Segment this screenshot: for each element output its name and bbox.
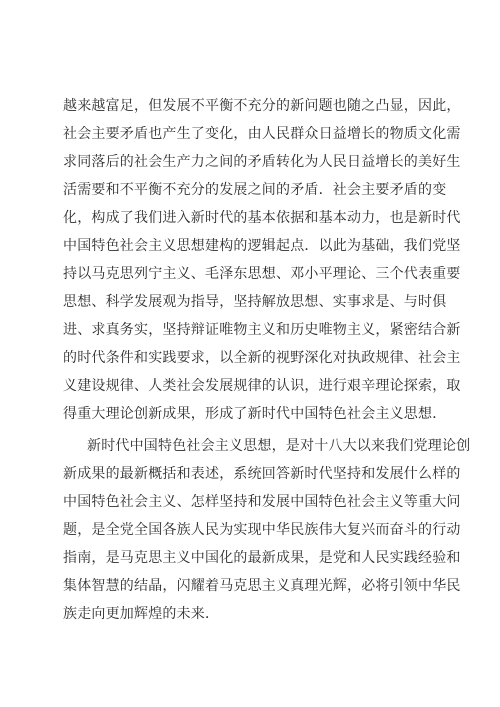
text-line: 化，构成了我们进入新时代的基本依据和基本动力，也是新时代 <box>63 210 461 226</box>
text-line: 指南，是马克思主义中国化的最新成果，是党和人民实践经验和 <box>63 550 461 566</box>
text-line: 进、求真务实，坚持辩证唯物主义和历史唯物主义，紧密结合新 <box>63 322 461 338</box>
text-line: 得重大理论创新成果，形成了新时代中国特色社会主义思想． <box>63 406 447 422</box>
paragraph-2 <box>63 432 471 628</box>
text-line: 义建设规律、人类社会发展规律的认识，进行艰辛理论探索，取 <box>63 378 461 394</box>
text-line: 活需要和不平衡不充分的发展之间的矛盾．社会主要矛盾的变 <box>63 182 447 198</box>
text-line: 中国特色社会主义思想建构的逻辑起点．以此为基础，我们党坚 <box>63 238 461 254</box>
text-line: 社会主要矛盾也产生了变化，由人民群众日益增长的物质文化需 <box>63 126 461 142</box>
paragraph-1 <box>63 92 461 428</box>
text-line: 族走向更加辉煌的未来． <box>63 606 220 622</box>
text-line: 求同落后的社会生产力之间的矛盾转化为人民日益增长的美好生 <box>63 154 461 170</box>
text-line: 思想、科学发展观为指导，坚持解放思想、实事求是、与时俱 <box>63 294 447 310</box>
text-line: 中国特色社会主义、怎样坚持和发展中国特色社会主义等重大问 <box>63 494 461 510</box>
text-line: 持以马克思列宁主义、毛泽东思想、邓小平理论、三个代表重要 <box>63 266 461 282</box>
text-line: 越来越富足，但发展不平衡不充分的新问题也随之凸显，因此， <box>63 98 461 114</box>
text-line: 题，是全党全国各族人民为实现中华民族伟大复兴而奋斗的行动 <box>63 522 461 538</box>
text-line: 新时代中国特色社会主义思想，是对十八大以来我们党理论创 <box>87 438 471 454</box>
text-line: 新成果的最新概括和表述，系统回答新时代坚持和发展什么样的 <box>63 466 461 482</box>
text-line: 的时代条件和实践要求，以全新的视野深化对执政规律、社会主 <box>63 350 461 366</box>
text-line: 集体智慧的结晶，闪耀着马克思主义真理光辉，必将引领中华民 <box>63 578 461 594</box>
